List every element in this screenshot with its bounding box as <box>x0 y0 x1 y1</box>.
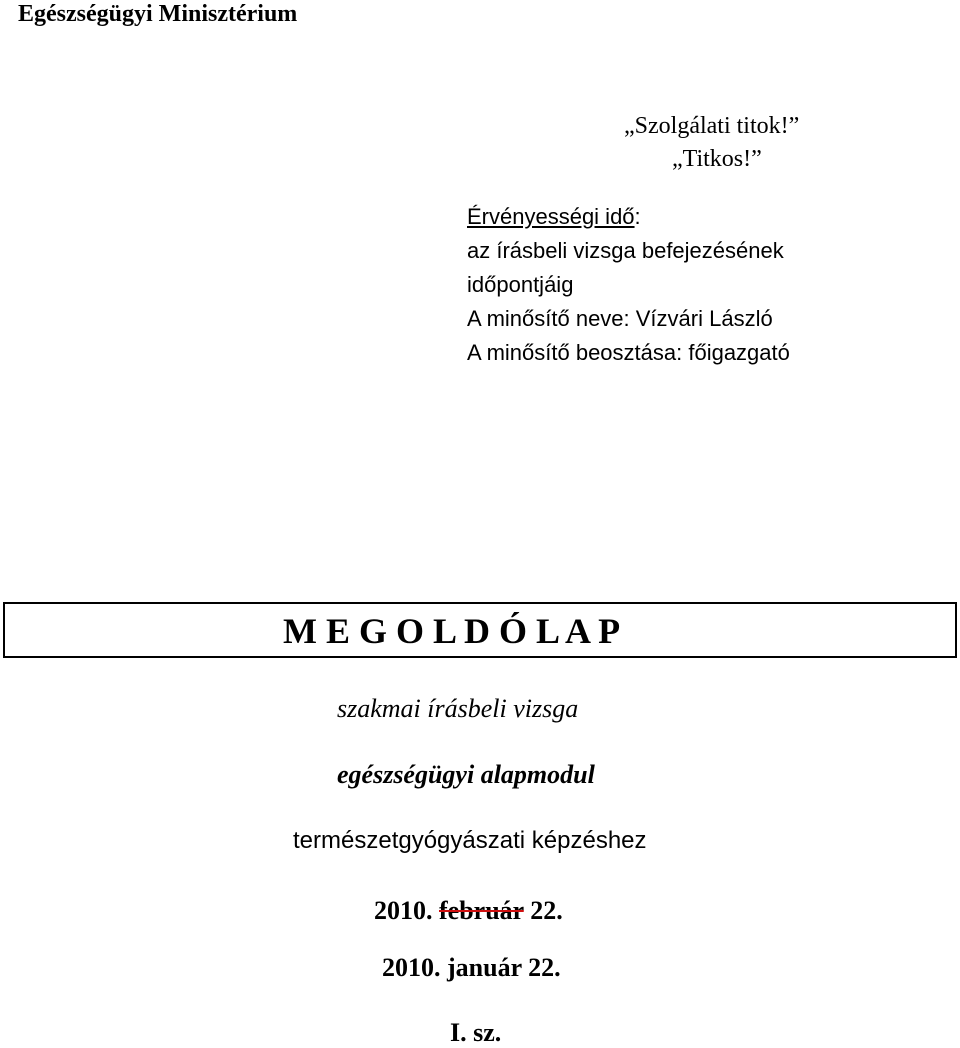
module-name: egészségügyi alapmodul <box>337 760 595 789</box>
validity-label: Érvényességi idő <box>467 204 635 229</box>
original-date-suffix: 22. <box>523 896 563 925</box>
exam-type: szakmai írásbeli vizsga <box>337 694 579 723</box>
rater-name: A minősítő neve: Vízvári László <box>467 306 773 331</box>
ministry-header: Egészségügyi Minisztérium <box>18 1 298 27</box>
struck-month: február <box>439 896 524 925</box>
corrected-date: 2010. január 22. <box>382 953 561 982</box>
validity-label-line <box>467 200 790 234</box>
validity-line-2: időpontjáig <box>467 272 574 297</box>
document-title: M E G O L D Ó L A P <box>283 611 621 651</box>
sheet-number: I. sz. <box>450 1018 502 1047</box>
original-date <box>374 896 563 926</box>
rater-position: A minősítő beosztása: főigazgató <box>467 340 790 365</box>
classification-line-1: „Szolgálati titok!” <box>624 113 800 139</box>
training-name: természetgyógyászati képzéshez <box>293 827 647 854</box>
validity-label-suffix: : <box>634 204 641 229</box>
classification-line-2: „Titkos!” <box>672 146 762 172</box>
original-date-prefix: 2010. <box>374 896 439 925</box>
validity-line-1: az írásbeli vizsga befejezésének <box>467 238 784 263</box>
validity-block <box>467 200 790 370</box>
